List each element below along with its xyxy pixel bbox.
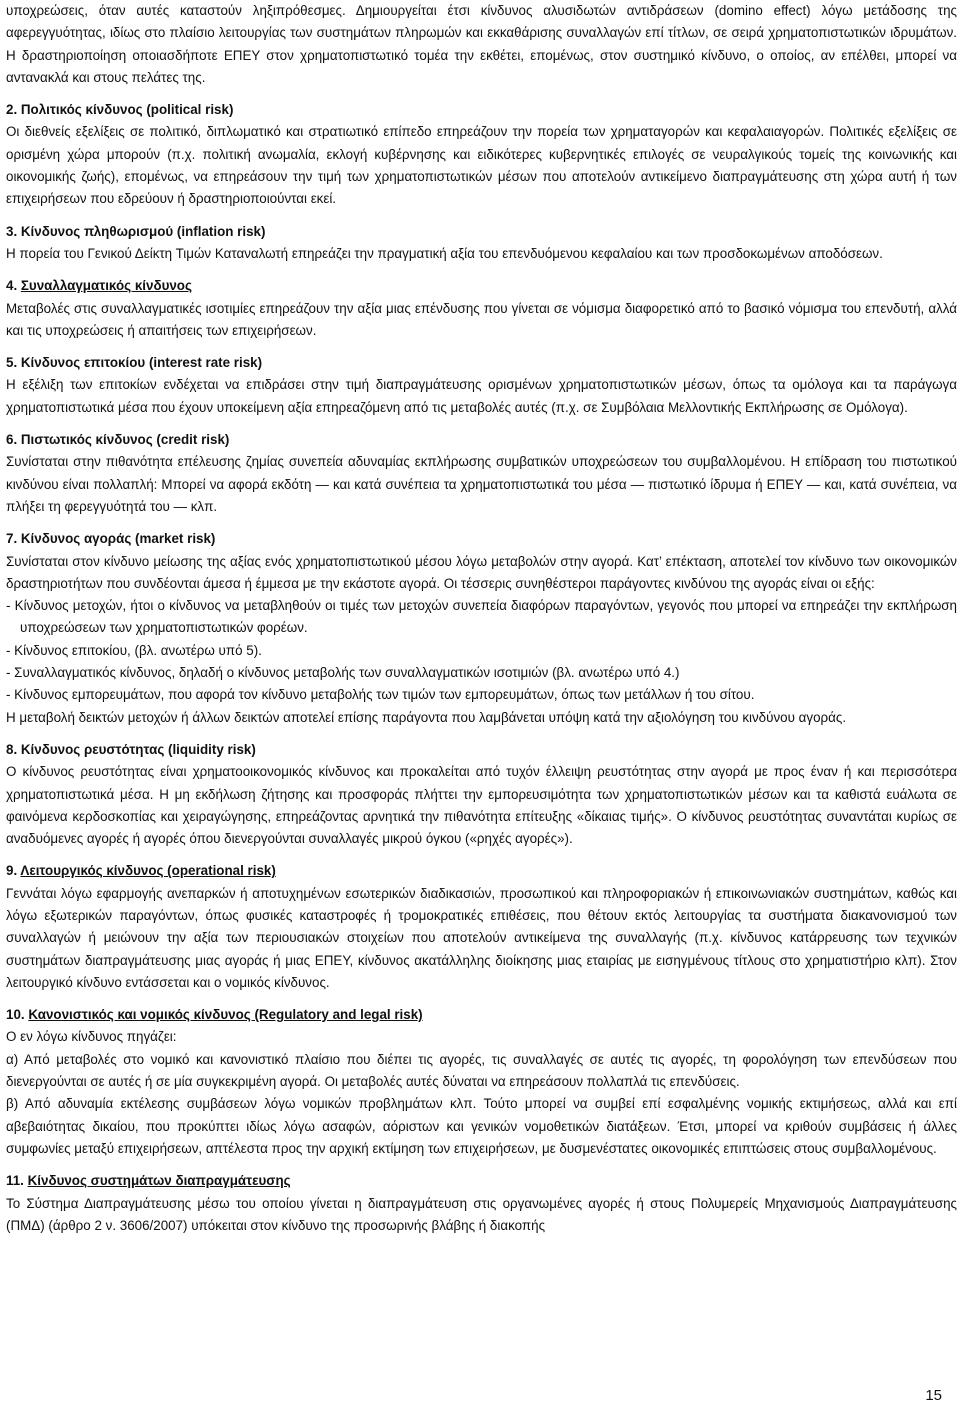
page-content xyxy=(6,0,957,1237)
section-inflation-risk xyxy=(6,221,957,266)
section-body: Μεταβολές στις συναλλαγματικές ισοτιμίες επηρεάζουν την αξία μιας επένδυσης που γίνεται σε νόμισμα διαφορετικό από το βασικό νόμισμα του επενδυτή, αλλά και τις υποχρεώσεις ή απαιτήσεις των επιχειρήσεων. xyxy=(6,300,957,338)
section-liquidity-risk xyxy=(6,739,957,850)
section-body: Το Σύστημα Διαπραγμάτευσης μέσω του οποίου γίνεται η διαπραγμάτευση στις οργανωμένες αγορές ή στους Πολυμερείς Μηχανισμούς Διαπραγμάτευσης (ΠΜΔ) (άρθρο 2 ν. 3606/2007) υπόκειται στον κίνδυνο της προσωρινής βλάβης ή διακοπής xyxy=(6,1195,957,1233)
section-number: 9. xyxy=(6,863,21,879)
section-title: Συναλλαγματικός κίνδυνος xyxy=(20,278,192,294)
section-interest-rate-risk xyxy=(6,352,957,419)
section-body: Ο κίνδυνος ρευστότητας είναι χρηματοοικονομικός κίνδυνος και προκαλείται από τυχόν έλλειψη ρευστότητας στην αγορά με προς έναν ή και περισσότερα χρηματοπιστωτικά μέσα. Η μη εκδήλωση ζήτησης και προσφοράς πλήττει την εμπορευσιμότητα των χρηματοπιστωτικών μέσων και τα καθιστά ευάλωτα σε φαινόμενα κερδοσκοπίας και χειραγώγησης, επηρεάζοντας αρνητικά την πιθανότητα επίτευξης «δίκαιας τιμής». Ο κίνδυνος ρευστότητας συναντάται κυρίως σε αναδυόμενες αγορές ή αγορές όπου διενεργούνται συναλλαγές μικρού όγκου («ρηχές αγορές»). xyxy=(6,764,957,847)
section-political-risk xyxy=(6,99,957,210)
section-title: Κανονιστικός και νομικός κίνδυνος (Regulatory and legal risk) xyxy=(28,1007,423,1023)
section-currency-risk xyxy=(6,275,957,342)
section-number: 4. xyxy=(6,278,21,294)
section-body: Συνίσταται στον κίνδυνο μείωσης της αξίας ενός χρηματοπιστωτικού μέσου λόγω μεταβολών στην αγορά. Κατ’ επέκταση, αποτελεί τον κίνδυνο των οικονομικών δραστηριοτήτων που συνδέονται άμεσα ή έμμεσα με την εκάστοτε αγορά. Οι τέσσερις συνηθέστεροι παράγοντες κινδύνου της αγοράς είναι οι εξής: xyxy=(6,553,957,591)
section-line: α) Από μεταβολές στο νομικό και κανονιστικό πλαίσιο που διέπει τις αγορές, τις συναλλαγές σε αυτές τις αγορές, τη φορολόγηση των επενδύσεων που διενεργούνται σε αυτές ή σε μία συγκεκριμένη αγορά. Οι μεταβολές αυτές δύναται να επηρεάσουν πολλαπλά τις επενδύσεις. xyxy=(6,1051,957,1090)
section-heading: 3. Κίνδυνος πληθωρισμού (inflation risk) xyxy=(6,223,266,239)
section-title: Κίνδυνος συστημάτων διαπραγμάτευσης xyxy=(27,1173,291,1189)
section-regulatory-legal-risk xyxy=(6,1004,957,1160)
section-line: Ο εν λόγω κίνδυνος πηγάζει: xyxy=(6,1029,177,1045)
section-body: Οι διεθνείς εξελίξεις σε πολιτικό, διπλωματικό και στρατιωτικό επίπεδο επηρεάζουν την πορεία των χρηματαγορών και κεφαλαιαγορών. Πολιτικές εξελίξεις σε ορισμένη χώρα μπορούν (π.χ. πολιτική ανωμαλία, εκλογή κυβέρνησης και ειδικότερες κυβερνητικές επιλογές σε νευραλγικούς τομείς της κοινωνικής και οικονομικής ζωής), επομένως, να επηρεάσουν την τιμή των χρηματοπιστωτικών μέσων που αποτελούν αντικείμενο διαπραγμάτευσης στη χώρα αυτή ή των επιχειρήσεων που εδρεύουν ή δραστηριοποιούνται εκεί. xyxy=(6,124,957,207)
section-body: Η πορεία του Γενικού Δείκτη Τιμών Καταναλωτή επηρεάζει την πραγματική αξία του επενδυόμενου κεφαλαίου και των προσδοκωμένων αποδόσεων. xyxy=(6,245,883,261)
section-heading: 5. Κίνδυνος επιτοκίου (interest rate risk) xyxy=(6,355,263,371)
section-body: Γεννάται λόγω εφαρμογής ανεπαρκών ή αποτυχημένων εσωτερικών διαδικασιών, προσωπικού και πληροφοριακών ή επικοινωνιακών συστημάτων, καθώς και λόγω εξωτερικών παραγόντων, όπως φυσικές καταστροφές ή τρομοκρατικές επιθέσεις, που θέτουν εκτός λειτουργίας τα συστήματα διακανονισμού των συναλλαγών ή μειώνουν την αξία των περιουσιακών στοιχείων που αποτελούν αντικείμενα της συναλλαγής (π.χ. κίνδυνος κατάρρευσης των τεχνικών συστημάτων διαπραγμάτευσης μιας αγοράς ή μιας ΕΠΕΥ, κίνδυνος ακατάλληλης διοίκησης μιας εταιρίας με εισηγμένους τίτλους στο χρηματιστήριο κλπ). Στον λειτουργικό κίνδυνο εντάσσεται και ο νομικός κίνδυνος. xyxy=(6,885,957,990)
section-market-risk xyxy=(6,528,957,729)
section-tail: Η μεταβολή δεικτών μετοχών ή άλλων δεικτών αποτελεί επίσης παράγοντα που λαμβάνεται υπόψη κατά την αξιολόγηση του κινδύνου αγοράς. xyxy=(6,709,847,725)
list-item: - Κίνδυνος μετοχών, ήτοι ο κίνδυνος να μεταβληθούν οι τιμές των μετοχών συνεπεία διαφόρων παραγόντων, γεγονός που μπορεί να επηρεάζει την εκπλήρωση υποχρεώσεων των χρηματοπιστωτικών φορέων. xyxy=(6,598,957,636)
section-heading: 8. Κίνδυνος ρευστότητας (liquidity risk) xyxy=(6,741,256,757)
list-item: - Συναλλαγματικός κίνδυνος, δηλαδή ο κίνδυνος μεταβολής των συναλλαγματικών ισοτιμιών (βλ. ανωτέρω υπό 4.) xyxy=(6,665,680,681)
page-number: 15 xyxy=(925,1387,942,1404)
section-heading: 6. Πιστωτικός κίνδυνος (credit risk) xyxy=(6,432,230,448)
section-trading-systems-risk xyxy=(6,1170,957,1237)
section-heading xyxy=(6,275,957,297)
section-title: Λειτουργικός κίνδυνος (operational risk) xyxy=(20,863,276,879)
intro-paragraph: υποχρεώσεις, όταν αυτές καταστούν ληξιπρόθεσμες. Δημιουργείται έτσι κίνδυνος αλυσιδωτών αντιδράσεων (domino effect) λόγω μετάδοσης της αφερεγγυότητας, ιδίως στο πλαίσιο λειτουργίας των συστημάτων πληρωμών και εκκαθάρισης συναλλαγών επί τίτλων, σε σειρά χρηματοπιστωτικών ιδρυμάτων. Η δραστηριοποίηση οποιασδήποτε ΕΠΕΥ στον χρηματοπιστωτικό τομέα την εκθέτει, επομένως, στον συστημικό κίνδυνο, ο οποίος, αν επέλθει, μπορεί να αντανακλά και στους πελάτες της. xyxy=(6,3,957,85)
section-heading: 7. Κίνδυνος αγοράς (market risk) xyxy=(6,531,216,547)
section-body: Συνίσταται στην πιθανότητα επέλευσης ζημίας συνεπεία αδυναμίας εκπλήρωσης συμβατικών υποχρεώσεων του συμβαλλομένου. Η επίδραση του πιστωτικού κινδύνου είναι πολλαπλή: Μπορεί να αφορά εκδότη — και κατά συνέπεια τα χρηματοπιστωτικά του μέσα — πιστωτικό ίδρυμα ή ΕΠΕΥ — και, κατά συνέπεια, να πλήξει τη φερεγγυότητά του — κλπ. xyxy=(6,454,957,514)
section-number: 11. xyxy=(6,1173,28,1189)
section-credit-risk xyxy=(6,429,957,518)
section-heading xyxy=(6,1004,957,1026)
section-heading: 2. Πολιτικός κίνδυνος (political risk) xyxy=(6,102,234,118)
section-heading xyxy=(6,860,957,882)
list-item: - Κίνδυνος επιτοκίου, (βλ. ανωτέρω υπό 5). xyxy=(6,642,262,658)
list-item: - Κίνδυνος εμπορευμάτων, που αφορά τον κίνδυνο μεταβολής των τιμών των εμπορευμάτων, όπως των μετάλλων ή του σίτου. xyxy=(6,687,755,703)
section-body: Η εξέλιξη των επιτοκίων ενδέχεται να επιδράσει στην τιμή διαπραγμάτευσης ορισμένων χρηματοπιστωτικών μέσων, όπως τα ομόλογα και τα παράγωγα χρηματοπιστωτικά μέσα που έχουν υποκείμενη αξία επηρεαζόμενη από τις μεταβολές αυτές (π.χ. σε Συμβόλαια Μελλοντικής Εκπλήρωσης σε Ομόλογα). xyxy=(6,377,957,415)
section-number: 10. xyxy=(6,1007,29,1023)
section-operational-risk xyxy=(6,860,957,994)
section-heading xyxy=(6,1170,957,1192)
section-line: β) Από αδυναμία εκτέλεσης συμβάσεων λόγω νομικών προβλημάτων κλπ. Τούτο μπορεί να συμβεί επί εσφαλμένης νομικής εκτιμήσεως, αλλά και επί αβεβαιότητας δικαίου, που προκύπτει ιδίως λόγω ασαφών, αόριστων και γενικών νομοθετικών διατάξεων. Έτσι, μπορεί να κριθούν συμβάσεις ή άλλες συμφωνίες μεταξύ επιχειρήσεων, απτέλεστα προς την αρχική εκτίμηση των επιχειρήσεων, με δυσμενέστατες οικονομικές επιπτώσεις στους συμβαλλομένους. xyxy=(6,1096,957,1156)
